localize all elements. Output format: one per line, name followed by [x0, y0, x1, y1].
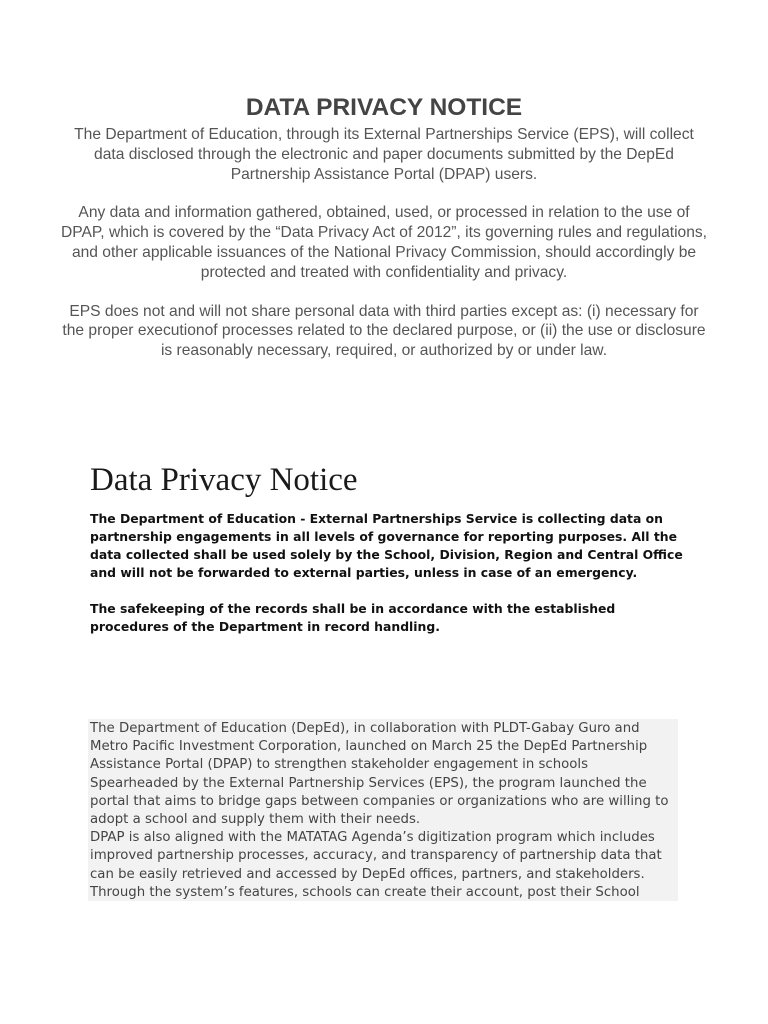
- notice-one-paragraph-2: Any data and information gathered, obtained, used, or processed in relation to the use of DPAP, which is covered by the “Data Privacy Act of 2012”, its governing rules and regulations, and other applicable issuances of the National Privacy Commission, should accordingly be protected and treated with confidentiality and privacy.: [60, 204, 708, 281]
- notice-one-paragraph-1: The Department of Education, through its External Partnerships Service (EPS), will collect data disclosed through the electronic and paper documents submitted by the DepEd Partnership Assistance Portal (DPAP) users.: [74, 126, 694, 183]
- article-excerpt-text: The Department of Education (DepEd), in collaboration with PLDT-Gabay Guro and Metro Pacific Investment Corporation, launched on March 25 the DepEd Partnership Assistance Portal (DPAP) to strengthen stakeholder engagement in schools Spearheaded by the External Partnership Services (EPS), the program launched the portal that aims to bridge gaps between companies or organizations who are willing to adopt a school and supply them with their needs. DPAP is also aligned with the MATATAG Agenda’s digitization program which includes improved partnership processes, accuracy, and transparency of partnership data that can be easily retrieved and accessed by DepEd offices, partners, and stakeholders. Through the system’s features, schools can create their account, post their School: [90, 721, 669, 900]
- notice-one-paragraph-3: EPS does not and will not share personal data with third parties except as: (i) necessary for the proper executionof processes related to the declared purpose, or (ii) the use or disclosure is reasonably necessary, required, or authorized by or under law.: [62, 302, 706, 360]
- article-excerpt-box: [88, 719, 678, 901]
- notice-two-paragraph-2: The safekeeping of the records shall be in accordance with the established procedures of the Department in record handling.: [90, 601, 616, 634]
- data-privacy-notice-section-one: [60, 92, 708, 380]
- data-privacy-notice-section-two: [90, 510, 690, 654]
- notice-two-paragraph-1: The Department of Education - External Partnerships Service is collecting data on partnership engagements in all levels of governance for reporting purposes. All the data collected shall be used solely by the School, Division, Region and Central Office and will not be forwarded to external parties, unless in case of an emergency.: [90, 511, 683, 580]
- notice-two-title: Data Privacy Notice: [90, 462, 358, 498]
- notice-one-title: DATA PRIVACY NOTICE: [245, 94, 523, 121]
